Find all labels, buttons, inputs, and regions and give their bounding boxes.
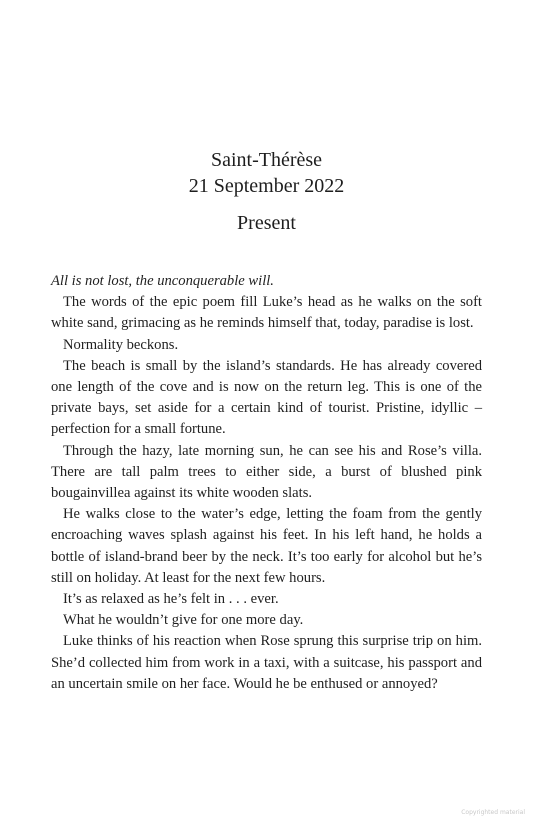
- paragraph: The beach is small by the island’s standards. He has already covered one length of the cove and is now on the return leg. This is one of the private bays, set aside for a certain kind of tourist. Pristine, idyllic – perfection for a small fortune.: [51, 357, 482, 438]
- body-text: [51, 271, 482, 695]
- paragraph: What he wouldn’t give for one more day.: [63, 612, 304, 629]
- paragraph: He walks close to the water’s edge, letting the foam from the gently encroaching waves splash against his feet. In his left hand, he holds a bottle of island-brand beer by the neck. It’s too early for alcohol but he’s still on holiday. At least for the next few hours.: [51, 506, 482, 586]
- chapter-date: 21 September 2022: [188, 175, 345, 197]
- epigraph: All is not lost, the unconquerable will.: [51, 273, 274, 289]
- paragraph: It’s as relaxed as he’s felt in . . . ever.: [63, 591, 279, 608]
- paragraph: The words of the epic poem fill Luke’s head as he walks on the soft white sand, grimacing as he reminds himself that, today, paradise is lost.: [51, 294, 482, 332]
- paragraph: Through the hazy, late morning sun, he can see his and Rose’s villa. There are tall palm trees to either side, a burst of blushed pink bougainvillea against its white wooden slats.: [51, 442, 482, 502]
- chapter-time-label: Present: [237, 212, 296, 234]
- chapter-location: Saint-Thérèse: [210, 149, 323, 171]
- paragraph: Luke thinks of his reaction when Rose sprung this surprise trip on him. She’d collected him from work in a taxi, with a suitcase, his passport and an uncertain smile on her face. Would he be enthused or annoyed?: [51, 633, 482, 692]
- copyright-watermark: Copyrighted material: [461, 809, 525, 816]
- paragraph: Normality beckons.: [63, 336, 179, 353]
